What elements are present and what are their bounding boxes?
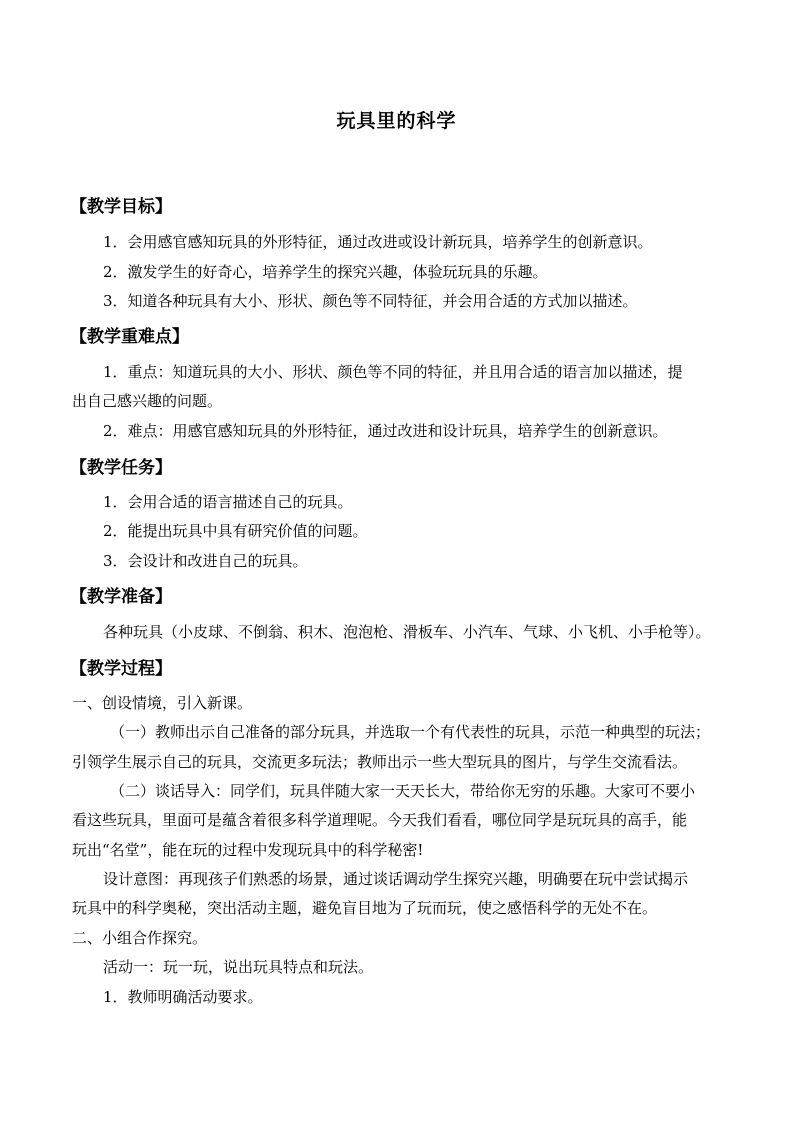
process-paragraph-1-line-2: 引领学生展示自己的玩具，交流更多玩法；教师出示一些大型玩具的图片，与学生交流看法。	[72, 753, 688, 771]
process-paragraph-2-line-3: 玩出“名堂”，能在玩的过程中发现玩具中的科学秘密!	[72, 841, 424, 859]
process-paragraph-1-line-1: （一）教师出示自己准备的部分玩具，并选取一个有代表性的玩具，示范一种典型的玩法；	[110, 723, 711, 741]
heading-tasks: 【教学任务】	[70, 458, 172, 478]
activity-1-step-1: 1．教师明确活动要求。	[103, 988, 263, 1006]
key-point-item-1-line-1: 1．重点：知道玩具的大小、形状、颜色等不同的特征，并且用合适的语言加以描述，提	[103, 363, 683, 381]
objective-item-2: 2．激发学生的好奇心，培养学生的探究兴趣，体验玩玩具的乐趣。	[103, 263, 548, 281]
heading-process: 【教学过程】	[70, 659, 172, 679]
task-item-3: 3．会设计和改进自己的玩具。	[103, 552, 308, 570]
key-point-item-2: 2．难点：用感官感知玩具的外形特征，通过改进和设计玩具，培养学生的创新意识。	[103, 422, 668, 440]
preparation-text: 各种玩具（小皮球、不倒翁、积木、泡泡枪、滑板车、小汽车、气球、小飞机、小手枪等）。	[103, 623, 711, 641]
task-item-1: 1．会用合适的语言描述自己的玩具。	[103, 493, 353, 511]
objective-item-1: 1．会用感官感知玩具的外形特征，通过改进或设计新玩具，培养学生的创新意识。	[103, 233, 653, 251]
heading-preparation: 【教学准备】	[70, 587, 172, 607]
activity-1-title: 活动一：玩一玩，说出玩具特点和玩法。	[103, 958, 374, 976]
heading-objectives: 【教学目标】	[70, 197, 172, 217]
document-title: 玩具里的科学	[336, 110, 457, 132]
key-point-item-1-line-2: 出自己感兴趣的问题。	[72, 392, 223, 410]
design-intent-line-2: 玩具中的科学奥秘，突出活动主题，避免盲目地为了玩而玩，使之感悟科学的无处不在。	[72, 899, 658, 917]
process-paragraph-2-line-1: （二）谈话导入：同学们，玩具伴随大家一天天长大，带给你无穷的乐趣。大家可不要小	[110, 782, 696, 800]
objective-item-3: 3．知道各种玩具有大小、形状、颜色等不同特征，并会用合适的方式加以描述。	[103, 292, 638, 310]
heading-key-points: 【教学重难点】	[70, 327, 189, 347]
task-item-2: 2．能提出玩具中具有研究价值的问题。	[103, 522, 368, 540]
process-part-1-title: 一、创设情境，引入新课。	[72, 694, 253, 712]
process-part-2-title: 二、小组合作探究。	[72, 929, 208, 947]
process-paragraph-2-line-2: 看这些玩具，里面可是蕴含着很多科学道理呢。今天我们看看，哪位同学是玩玩具的高手，能	[72, 811, 688, 829]
design-intent-line-1: 设计意图：再现孩子们熟悉的场景，通过谈话调动学生探究兴趣，明确要在玩中尝试揭示	[103, 870, 689, 888]
